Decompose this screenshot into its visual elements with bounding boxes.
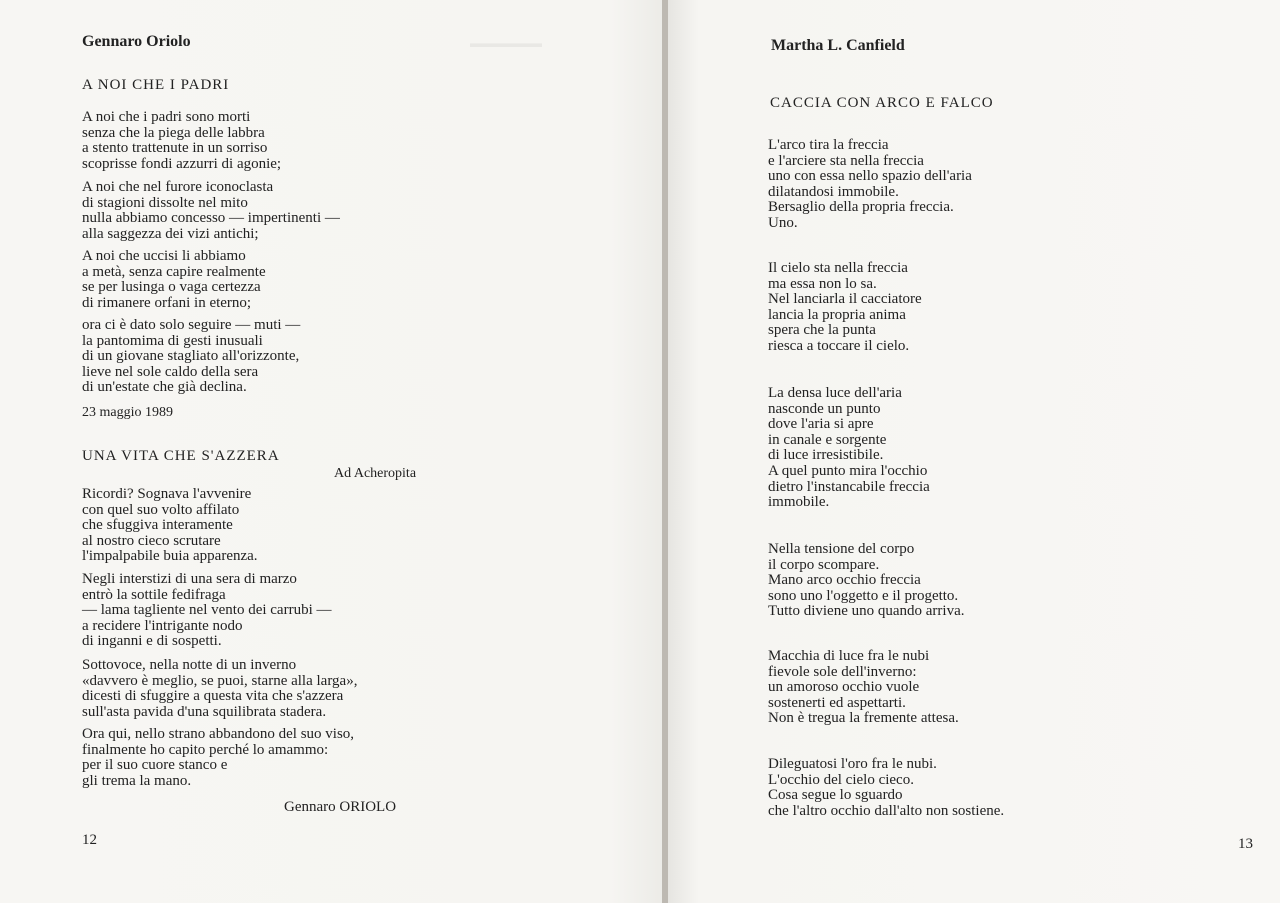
poem-stanza-1: L'arco tira la freccia e l'arciere sta nella freccia uno con essa nello spazio dell'aria dilatandosi immobile. Bersaglio della propria freccia. Uno.	[768, 137, 972, 231]
poem-stanza-5: Macchia di luce fra le nubi fievole sole dell'inverno: un amoroso occhio vuole sostenerti ed aspettarti. Non è tregua la fremente attesa.	[768, 648, 959, 727]
poem2-title: UNA VITA CHE S'AZZERA	[82, 448, 280, 464]
page-number-right: 13	[1238, 836, 1253, 852]
poem1-stanza-1: A noi che i padri sono morti senza che la piega delle labbra a stento trattenute in un sorriso scoprisse fondi azzurri di agonie;	[82, 109, 282, 172]
poem2-stanza-3: Sottovoce, nella notte di un inverno «davvero è meglio, se puoi, starne alla larga», dicesti di sfuggire a questa vita che s'azzera sull'asta pavida d'una squilibrata stadera.	[82, 657, 358, 720]
page-number-left: 12	[82, 832, 97, 848]
poem1-stanza-4: ora ci è dato solo seguire — muti — la pantomima di gesti inusuali di un giovane stagliato all'orizzonte, lieve nel sole caldo della sera di un'estate che già declina.	[82, 317, 301, 396]
bleed-through-text: ▬▬▬▬▬▬	[470, 36, 542, 50]
poem-stanza-6: Dileguatosi l'oro fra le nubi. L'occhio del cielo cieco. Cosa segue lo sguardo che l'altro occhio dall'alto non sostiene.	[768, 756, 1005, 819]
left-author: Gennaro Oriolo	[82, 33, 191, 50]
poem1-stanza-3: A noi che uccisi li abbiamo a metà, senza capire realmente se per lusinga o vaga certezza di rimanere orfani in eterno;	[82, 248, 266, 311]
poem-stanza-2: Il cielo sta nella freccia ma essa non lo sa. Nel lanciarla il cacciatore lancia la propria anima spera che la punta riesca a toccare il cielo.	[768, 260, 922, 354]
poem1-stanza-2: A noi che nel furore iconoclasta di stagioni dissolte nel mito nulla abbiamo concesso — impertinenti — alla saggezza dei vizi antichi;	[82, 179, 340, 242]
poem2-stanza-4: Ora qui, nello strano abbandono del suo viso, finalmente ho capito perché lo amammo: per il suo cuore stanco e gli trema la mano.	[82, 726, 355, 789]
poem-title: CACCIA CON ARCO E FALCO	[770, 95, 994, 111]
poem-stanza-3: La densa luce dell'aria nasconde un punto dove l'aria si apre in canale e sorgente di luce irresistibile. A quel punto mira l'occhio dietro l'instancabile freccia immobile.	[768, 385, 930, 511]
poem2-stanza-2: Negli interstizi di una sera di marzo entrò la sottile fedifraga — lama tagliente nel vento dei carrubi — a recidere l'intrigante nodo di inganni e di sospetti.	[82, 571, 332, 650]
poem2-stanza-1: Ricordi? Sognava l'avvenire con quel suo volto affilato che sfuggiva interamente al nostro cieco scrutare l'impalpabile buia apparenza.	[82, 486, 258, 565]
right-author: Martha L. Canfield	[771, 37, 905, 54]
poem2-dedication: Ad Acheropita	[334, 466, 417, 481]
poem1-title: A NOI CHE I PADRI	[82, 77, 230, 93]
poem2-signature: Gennaro ORIOLO	[284, 799, 397, 815]
poem-stanza-4: Nella tensione del corpo il corpo scompare. Mano arco occhio freccia sono uno l'oggetto e il progetto. Tutto diviene uno quando arriva.	[768, 541, 965, 620]
poem1-date: 23 maggio 1989	[82, 405, 173, 420]
right-page	[668, 0, 1280, 903]
